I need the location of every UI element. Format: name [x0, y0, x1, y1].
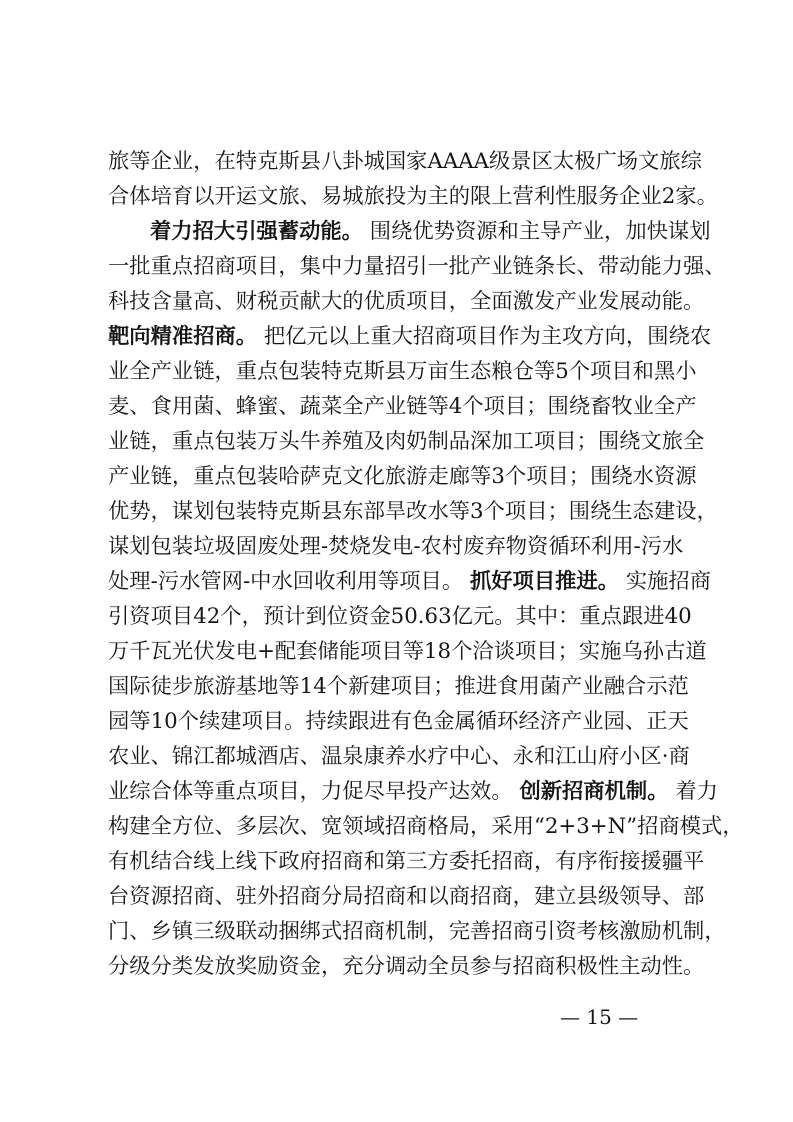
text-line-20	[108, 810, 744, 844]
text: 把亿元以上重大招商项目作为主攻方向，围绕农	[263, 324, 712, 349]
text: 业全产业链，重点包装特克斯县万亩生态粮仓等5个项目和黑小	[108, 359, 697, 384]
text: 构建全方位、多层次、宽领域招商格局，采用“2+3+N”招商模式，	[108, 814, 744, 839]
text-line-12	[108, 530, 688, 564]
text-line-3	[108, 215, 711, 249]
text: 麦、食用菌、蜂蜜、蔬菜全产业链等4个项目；围绕畜牧业全产	[108, 394, 697, 419]
text-line-8	[108, 390, 697, 424]
text: 业链，重点包装万头牛养殖及肉奶制品深加工项目；围绕文旅全	[108, 429, 705, 454]
page-number: — 15 —	[560, 1005, 639, 1029]
text-line-21	[108, 845, 705, 879]
text: 旅等企业，在特克斯县八卦城国家AAAA级景区太极广场文旅综	[108, 149, 702, 174]
text-line-10	[108, 460, 697, 494]
text: 产业链，重点包装哈萨克文化旅游走廊等3个项目；围绕水资源	[108, 464, 697, 489]
text-line-18	[108, 740, 688, 774]
text: 业综合体等重点项目，力促尽早投产达效。	[108, 779, 513, 804]
text-line-15	[108, 635, 707, 669]
text: 优势，谋划包装特克斯县东部旱改水等3个项目；围绕生态建设，	[108, 499, 718, 524]
text-line-13	[108, 565, 712, 599]
text-line-5	[108, 285, 705, 319]
text: 国际徒步旅游基地等14个新建项目；推进食用菌产业融合示范	[108, 674, 689, 699]
text: 合体培育以开运文旅、易城旅投为主的限上营利性服务企业2家。	[108, 184, 718, 209]
text: 门、乡镇三级联动捆绑式招商机制，完善招商引资考核激励机制，	[108, 919, 726, 944]
bold-heading: 创新招商机制。	[519, 779, 669, 804]
text-line-14	[108, 600, 692, 634]
text: 有机结合线上线下政府招商和第三方委托招商，有序衔接援疆平	[108, 849, 705, 874]
text: 谋划包装垃圾固废处理-焚烧发电-农村废弃物资循环利用-污水	[108, 534, 684, 559]
text-line-22	[108, 880, 705, 914]
text-line-9	[108, 425, 705, 459]
bold-heading: 抓好项目推进。	[469, 569, 620, 594]
bold-heading: 着力招大引强蓄动能。	[150, 219, 363, 244]
text-line-11	[108, 495, 718, 529]
text: 园等10个续建项目。持续跟进有色金属循环经济产业园、正天	[108, 709, 689, 734]
text-line-23	[108, 915, 726, 949]
text: 围绕优势资源和主导产业，加快谋划	[369, 219, 711, 244]
text-line-19	[108, 775, 718, 809]
text: 实施招商	[625, 569, 712, 594]
text-line-1	[108, 145, 702, 179]
text: 处理-污水管网-中水回收利用等项目。	[108, 569, 464, 594]
text-line-17	[108, 705, 688, 739]
text: 引资项目42个，预计到位资金50.63亿元。其中：重点跟进40	[108, 604, 692, 629]
text-line-2	[108, 180, 718, 214]
text: 农业、锦江都城酒店、温泉康养水疗中心、永和江山府小区·商	[108, 744, 690, 769]
text: 台资源招商、驻外招商分局招商和以商招商，建立县级领导、部	[108, 884, 705, 909]
bold-heading: 靶向精准招商。	[108, 324, 258, 349]
text-line-7	[108, 355, 697, 389]
text: 着力	[675, 779, 718, 804]
text: 万千瓦光伏发电+配套储能项目等18个洽谈项目；实施乌孙古道	[108, 639, 707, 664]
text: 分级分类发放奖励资金，充分调动全员参与招商积极性主动性。	[108, 954, 705, 979]
text: 科技含量高、财税贡献大的优质项目，全面激发产业发展动能。	[108, 289, 705, 314]
text-line-24	[108, 950, 705, 984]
text: 一批重点招商项目，集中力量招引一批产业链条长、带动能力强、	[108, 254, 726, 279]
text-line-6	[108, 320, 712, 354]
text-line-4	[108, 250, 726, 284]
text-line-16	[108, 670, 688, 704]
